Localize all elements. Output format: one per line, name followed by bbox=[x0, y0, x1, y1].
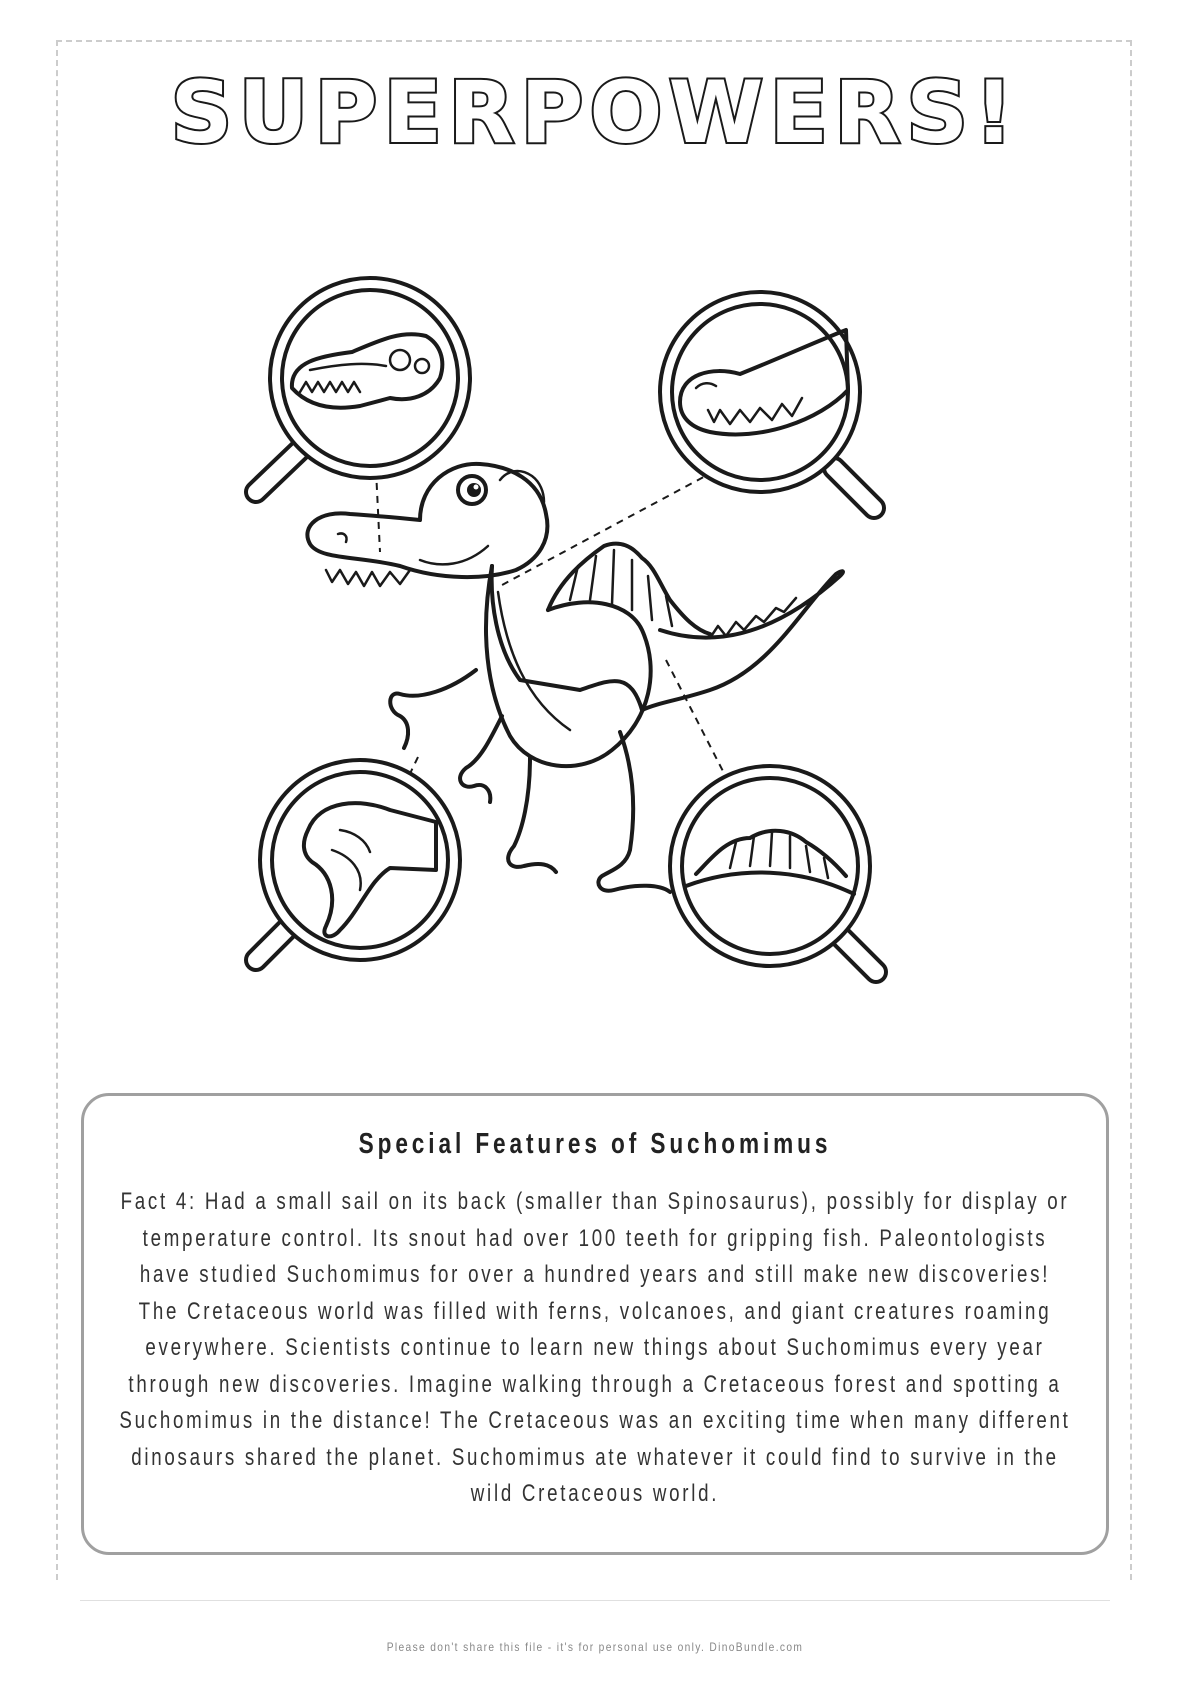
feature-heading: Special Features of Suchomimus bbox=[358, 1128, 832, 1160]
feature-body-text: Fact 4: Had a small sail on its back (smaller than Spinosaurus), possibly for display or temperature control. Its snout had over 100 teeth for gripping fish. Paleontologists have studied Suchomimus for over a hundred years and still make new discoveries! The Cretaceous world was filled with ferns, volcanoes, and giant creatures roaming everywhere. Scientists continue to learn new things about Suchomimus every year through new discoveries. Imagine walking through a Cretaceous forest and spotting a Suchomimus in the distance! The Cretaceous was an exciting time when many different dinosaurs shared the planet. Suchomimus ate whatever it could find to survive in the wild Cretaceous world. bbox=[119, 1188, 1071, 1507]
magnifier-skull-icon bbox=[256, 278, 470, 492]
magnifier-sail-icon bbox=[670, 766, 876, 972]
dinosaur-illustration bbox=[240, 270, 960, 1070]
magnifier-claw-icon bbox=[256, 760, 460, 960]
magnifier-jaw-icon bbox=[660, 292, 874, 508]
connector-skull bbox=[376, 470, 380, 552]
page-title: SUPERPOWERS! bbox=[170, 63, 1020, 163]
footer-divider bbox=[80, 1600, 1110, 1601]
footer-note: Please don't share this file - it's for personal use only. DinoBundle.com bbox=[386, 1640, 804, 1654]
feature-info-box bbox=[81, 1093, 1109, 1555]
